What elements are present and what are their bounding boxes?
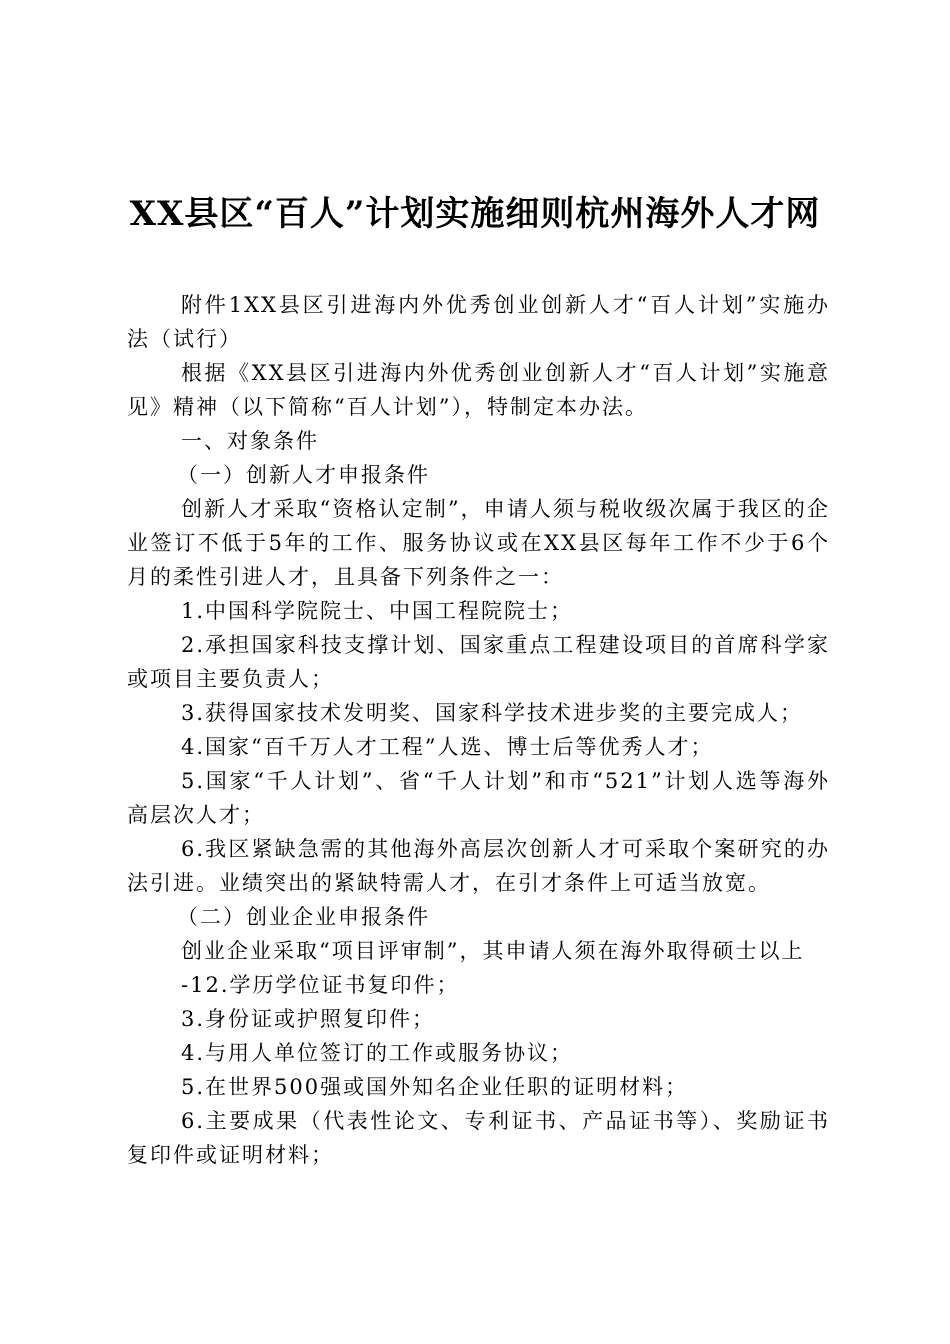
list-item: 3.身份证或护照复印件； <box>181 1007 436 1031</box>
subsection-heading-startup: （二）创业企业申报条件 <box>177 905 430 929</box>
list-item: 6.我区紧缺急需的其他海外高层次创新人才可采取个案研究的办法引进。业绩突出的紧缺特需人才，在引才条件上可适当放宽。 <box>127 837 830 895</box>
list-item: 4.与用人单位签订的工作或服务协议； <box>181 1041 574 1065</box>
list-item: 1.中国科学院院士、中国工程院院士； <box>181 599 574 623</box>
document-title: XX县区“百人”计划实施细则杭州海外人才网 <box>129 194 821 234</box>
document-body <box>127 288 830 1172</box>
paragraph-attachment-title: 附件1XX县区引进海内外优秀创业创新人才“百人计划”实施办法（试行） <box>127 293 830 351</box>
paragraph-innovation-intro: 创新人才采取“资格认定制”，申请人须与税收级次属于我区的企业签订不低于5年的工作、服务协议或在XX县区每年工作不少于6个月的柔性引进人才，且具备下列条件之一： <box>127 497 830 589</box>
list-item: 6.主要成果（代表性论文、专利证书、产品证书等）、奖励证书复印件或证明材料； <box>127 1109 830 1167</box>
list-item: 3.获得国家技术发明奖、国家科学技术进步奖的主要完成人； <box>181 701 804 725</box>
list-item: -12.学历学位证书复印件； <box>181 973 460 997</box>
list-item: 5.在世界500强或国外知名企业任职的证明材料； <box>181 1075 689 1099</box>
list-item: 2.承担国家科技支撑计划、国家重点工程建设项目的首席科学家或项目主要负责人； <box>127 633 830 691</box>
subsection-heading-innovation: （一）创新人才申报条件 <box>177 463 430 487</box>
section-heading-conditions: 一、对象条件 <box>181 429 319 453</box>
list-item: 4.国家“百千万人才工程”人选、博士后等优秀人才； <box>181 735 714 759</box>
paragraph-preamble: 根据《XX县区引进海内外优秀创业创新人才“百人计划”实施意见》精神（以下简称“百人计划”），特制定本办法。 <box>127 361 830 419</box>
list-item: 5.国家“千人计划”、省“千人计划”和市“521”计划人选等海外高层次人才； <box>127 769 830 827</box>
paragraph-startup-intro: 创业企业采取“项目评审制”，其申请人须在海外取得硕士以上 <box>181 939 805 963</box>
